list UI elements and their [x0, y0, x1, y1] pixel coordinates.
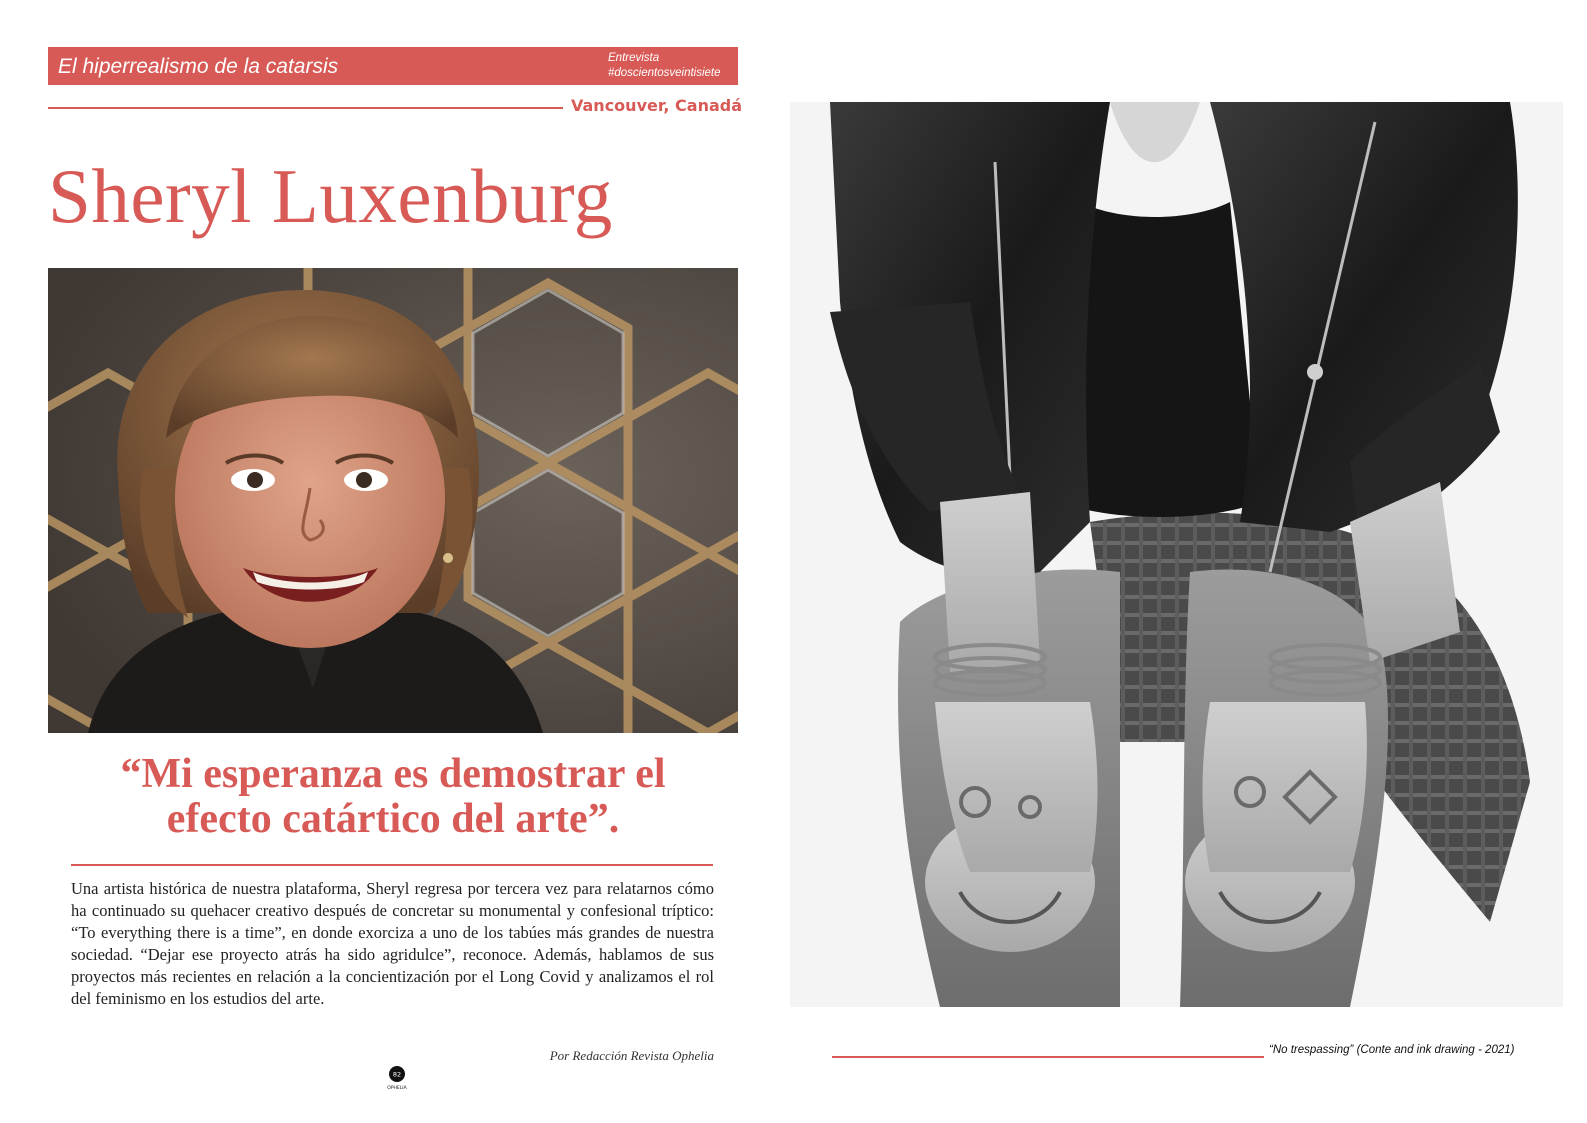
pull-quote — [48, 752, 738, 842]
artwork-details: (Conte and ink drawing - 2021) — [1353, 1044, 1515, 1056]
quote-divider — [71, 864, 713, 866]
artwork-title: “No trespassing” — [1269, 1044, 1354, 1056]
portrait-illustration — [48, 268, 738, 733]
location-label: Vancouver, Canadá — [571, 96, 743, 115]
page-number: 82 — [392, 1070, 402, 1079]
artwork-caption — [1269, 1044, 1514, 1056]
section-label — [608, 51, 721, 81]
page-title: Sheryl Luxenburg — [48, 153, 613, 239]
pull-quote-line-1: “Mi esperanza es demostrar el — [120, 751, 666, 797]
pull-quote-line-2: efecto catártico del arte”. — [166, 796, 620, 842]
artist-portrait-photo — [48, 268, 738, 733]
magazine-logo-icon — [383, 1063, 411, 1091]
byline: Por Redacción Revista Ophelia — [549, 1048, 714, 1063]
header-banner — [48, 47, 738, 85]
section-hashtag: #doscientosveintisiete — [608, 67, 721, 79]
article-series-title: El hiperrealismo de la catarsis — [58, 55, 339, 78]
section-name: Entrevista — [608, 52, 660, 64]
header-divider — [48, 107, 563, 109]
article-intro: Una artista histórica de nuestra plataforma, Sheryl regresa por tercera vez para relatarnos cómo ha continuado su quehacer creativo después de concretar su monumental y confesional tríptico: “To everything there is a time”, en donde exorciza a uno de los tabúes más grandes de nuestra sociedad. “Dejar ese proyecto atrás ha sido agridulce”, reconoce. Además, hablamos de sus proyectos más recientes en relación a la concientización por el Long Covid y analizamos el rol del feminismo en los estudios del arte. — [71, 879, 714, 1008]
logo-wordmark: OPHELIA — [387, 1086, 407, 1091]
caption-divider — [832, 1056, 1264, 1058]
artwork-image — [790, 102, 1563, 1007]
artwork-illustration — [790, 102, 1563, 1007]
